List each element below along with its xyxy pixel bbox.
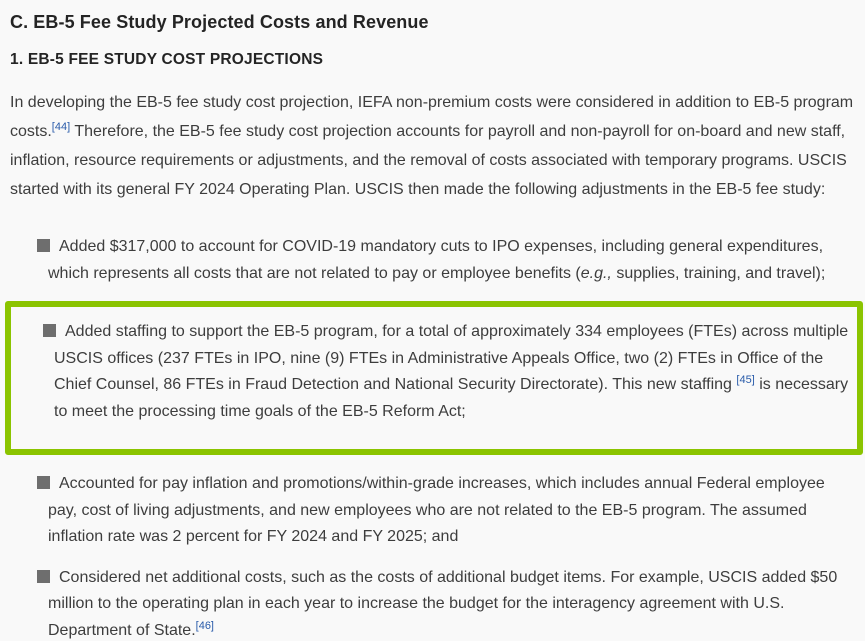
- list-item-text-part1: Added staffing to support the EB-5 program, for a total of approximately 334 employees (FTEs) across multiple USCIS offices (237 FTEs in IPO, nine (9) FTEs in Administrative Appeals Office, two (2) FTEs in Office of the Chief Counsel, 86 FTEs in Fraud Detection and National Security Directorate). This new staffing: [54, 323, 849, 393]
- bullet-square-icon: [37, 570, 50, 583]
- bullet-square-icon: [37, 239, 50, 252]
- section-heading: C. EB-5 Fee Study Projected Costs and Revenue: [10, 12, 429, 32]
- list-item-pay-inflation: [10, 471, 855, 551]
- footnote-link-45[interactable]: [45]: [736, 374, 755, 386]
- bullet-square-icon: [37, 476, 50, 489]
- list-item-staffing: [16, 319, 849, 425]
- footnote-link-46[interactable]: [46]: [195, 619, 214, 632]
- list-item-text-part1: Considered net additional costs, such as the costs of additional budget items. For example, USCIS added $50 million to the operating plan in each year to increase the budget for the interagency agreement with U.S. Department of State.: [48, 568, 838, 639]
- intro-text-part2: Therefore, the EB-5 fee study cost projection accounts for payroll and non-payroll for on-board and new staff, inflation, resource requirements or adjustments, and the removal of costs associated with temporary programs. USCIS started with its general FY 2024 Operating Plan. USCIS then made the following adjustments in the EB-5 fee study:: [10, 123, 847, 198]
- list-item-text-italic: e.g.,: [580, 264, 612, 282]
- intro-text-part1: In developing the EB-5 fee study cost projection, IEFA non-premium costs were considered in addition to EB-5 program costs.: [10, 94, 854, 140]
- footnote-link-44[interactable]: [44]: [51, 121, 71, 133]
- highlight-box: [5, 301, 863, 455]
- subsection-heading: 1. EB-5 FEE STUDY COST PROJECTIONS: [10, 51, 324, 68]
- adjustments-list: [10, 234, 855, 641]
- list-item-text-part2: supplies, training, and travel);: [611, 264, 826, 282]
- list-item-net-additional-costs: [10, 565, 855, 641]
- list-item-text: Accounted for pay inflation and promotions/within-grade increases, which includes annual Federal employee pay, cost of living adjustments, and new employees who are not related to the EB-5 program. The assumed inflation rate was 2 percent for FY 2024 and FY 2025; and: [48, 475, 825, 545]
- intro-paragraph: [10, 88, 855, 204]
- list-item-text-part1: Added $317,000 to account for COVID-19 mandatory cuts to IPO expenses, including general expenditures, which represents all costs that are not related to pay or employee benefits (: [48, 238, 824, 282]
- list-item-covid-cuts: [10, 234, 855, 287]
- list-item-text-part2: is necessary to meet the processing time goals of the EB-5 Reform Act;: [54, 376, 849, 420]
- bullet-square-icon: [43, 324, 56, 337]
